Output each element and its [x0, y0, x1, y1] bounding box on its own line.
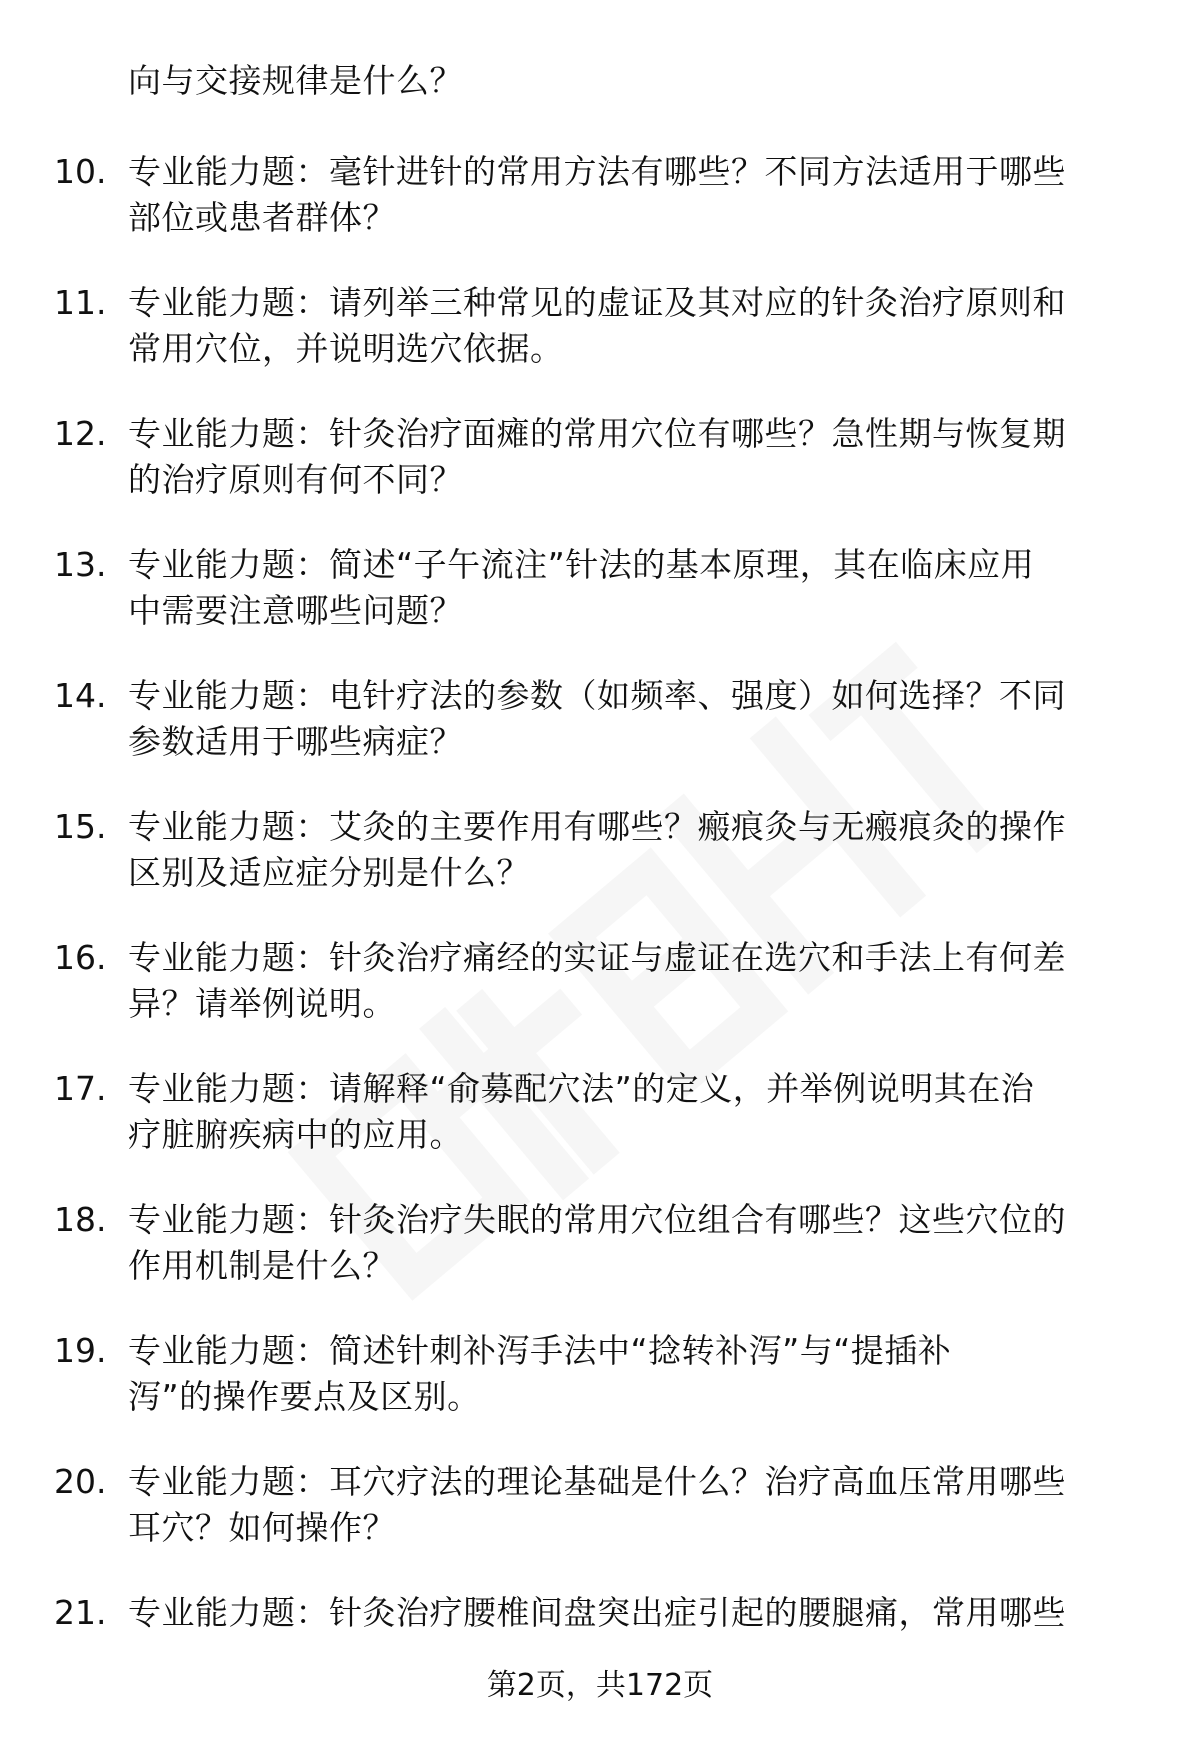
question-text: [128, 935, 1138, 1027]
question-item: [0, 542, 1200, 673]
question-text-line: 专业能力题：简述针刺补泻手法中“捻转补泻”与“提插补: [128, 1331, 952, 1370]
question-number: 21.: [54, 1593, 107, 1632]
question-text: [128, 804, 1138, 896]
question-number: 10.: [54, 152, 107, 191]
question-text-line: 泻”的操作要点及区别。: [128, 1377, 481, 1416]
question-item: [0, 673, 1200, 804]
question-item: [0, 1066, 1200, 1197]
continuation-line: 向与交接规律是什么？: [128, 61, 463, 100]
question-number: 12.: [54, 414, 107, 453]
question-text-line: 中需要注意哪些问题？: [128, 591, 463, 630]
question-text: [128, 280, 1138, 372]
question-number: 18.: [54, 1200, 107, 1239]
question-text: [128, 542, 1138, 634]
question-list: [0, 149, 1200, 1721]
question-text: [128, 1066, 1138, 1158]
question-item: [0, 804, 1200, 935]
question-text-line: 专业能力题：针灸治疗失眠的常用穴位组合有哪些？这些穴位的: [128, 1200, 1066, 1239]
question-text-line: 专业能力题：电针疗法的参数（如频率、强度）如何选择？不同: [128, 676, 1066, 715]
question-text: [128, 149, 1138, 241]
question-item: [0, 1328, 1200, 1459]
question-item: [0, 411, 1200, 542]
question-number: 19.: [54, 1331, 107, 1370]
question-text-line: 专业能力题：艾灸的主要作用有哪些？瘢痕灸与无瘢痕灸的操作: [128, 807, 1066, 846]
question-text-line: 常用穴位，并说明选穴依据。: [128, 329, 564, 368]
question-item: [0, 149, 1200, 280]
question-number: 15.: [54, 807, 107, 846]
question-text-line: 专业能力题：简述“子午流注”针法的基本原理，其在临床应用: [128, 545, 1035, 584]
question-text-line: 耳穴？如何操作？: [128, 1508, 396, 1547]
question-text: [128, 411, 1138, 503]
question-item: [0, 1197, 1200, 1328]
question-text-line: 专业能力题：针灸治疗面瘫的常用穴位有哪些？急性期与恢复期: [128, 414, 1066, 453]
question-number: 16.: [54, 938, 107, 977]
question-text: [128, 1328, 1138, 1420]
page-number-label: 第2页，共172页: [486, 1668, 714, 1703]
question-text-line: 专业能力题：针灸治疗痛经的实证与虚证在选穴和手法上有何差: [128, 938, 1066, 977]
question-text: [128, 1590, 1138, 1636]
question-text-line: 专业能力题：请列举三种常见的虚证及其对应的针灸治疗原则和: [128, 283, 1066, 322]
question-text-line: 的治疗原则有何不同？: [128, 460, 463, 499]
question-number: 13.: [54, 545, 107, 584]
question-text-line: 疗脏腑疾病中的应用。: [128, 1115, 463, 1154]
question-text-line: 专业能力题：请解释“俞募配穴法”的定义，并举例说明其在治: [128, 1069, 1035, 1108]
question-number: 11.: [54, 283, 107, 322]
question-text-line: 专业能力题：耳穴疗法的理论基础是什么？治疗高血压常用哪些: [128, 1462, 1066, 1501]
question-text-line: 专业能力题：针灸治疗腰椎间盘突出症引起的腰腿痛，常用哪些: [128, 1593, 1066, 1632]
question-text-line: 部位或患者群体？: [128, 198, 396, 237]
question-number: 20.: [54, 1462, 107, 1501]
page-footer: [0, 1666, 1200, 1706]
question-text-line: 参数适用于哪些病症？: [128, 722, 463, 761]
question-item: [0, 280, 1200, 411]
question-text-line: 专业能力题：毫针进针的常用方法有哪些？不同方法适用于哪些: [128, 152, 1066, 191]
question-text: [128, 1197, 1138, 1289]
question-item: [0, 1459, 1200, 1590]
question-text: [128, 673, 1138, 765]
question-text-line: 异？请举例说明。: [128, 984, 396, 1023]
question-text-line: 作用机制是什么？: [128, 1246, 396, 1285]
question-number: 17.: [54, 1069, 107, 1108]
question-number: 14.: [54, 676, 107, 715]
question-item: [0, 935, 1200, 1066]
question-text-line: 区别及适应症分别是什么？: [128, 853, 530, 892]
question-text: [128, 1459, 1138, 1551]
